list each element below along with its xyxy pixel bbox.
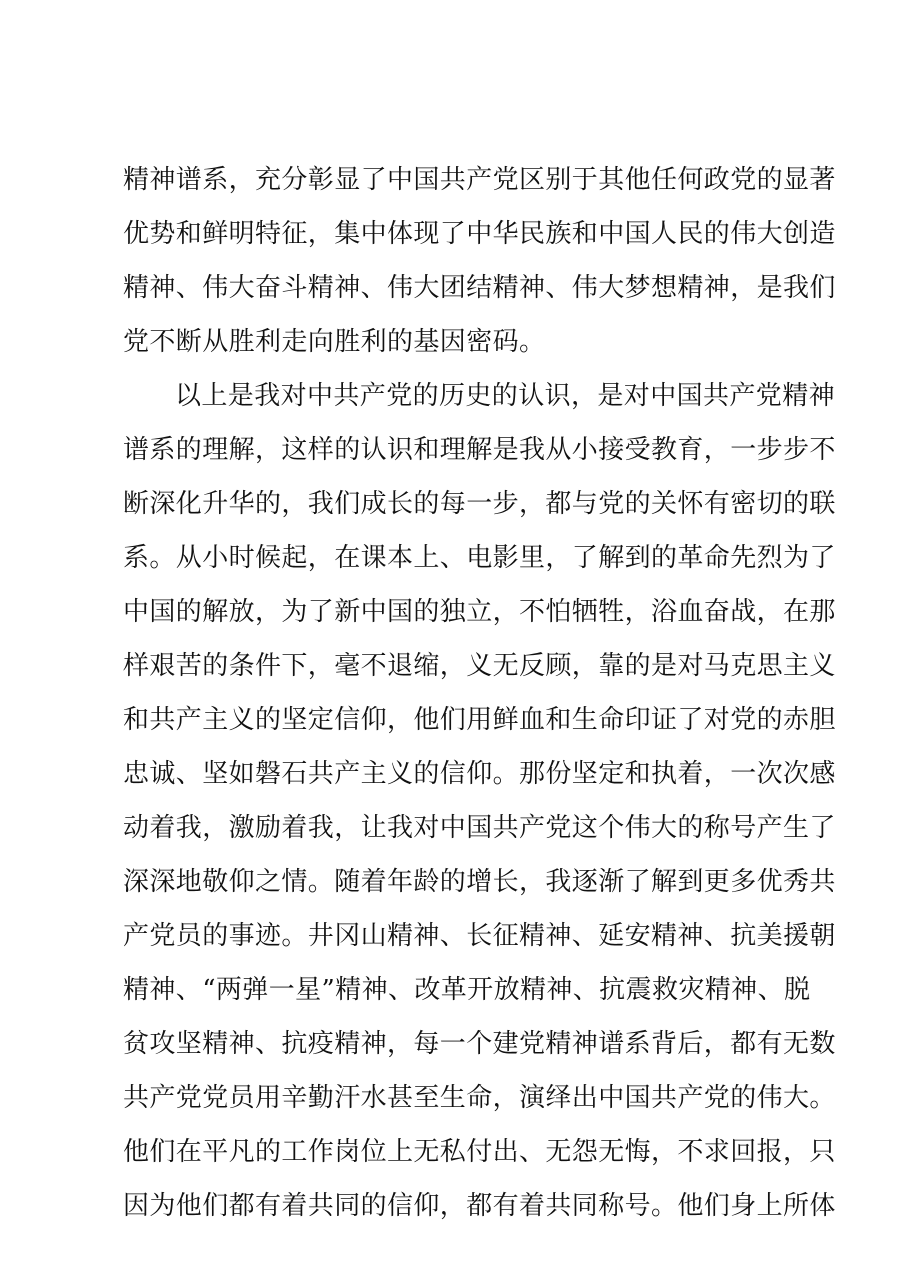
paragraph-2-line-5: 中国的解放，为了新中国的独立，不怕牺牲，浴血奋战，在那	[123, 597, 836, 627]
paragraph-2-line-9: 动着我，激励着我，让我对中国共产党这个伟大的称号产生了	[123, 813, 836, 843]
paragraph-2-line-6: 样艰苦的条件下，毫不退缩，义无反顾，靠的是对马克思主义	[123, 651, 836, 681]
paragraph-2-line-12: 精神、“两弹一星”精神、改革开放精神、抗震救灾精神、脱	[123, 975, 811, 1005]
paragraph-1-line-3: 精神、伟大奋斗精神、伟大团结精神、伟大梦想精神，是我们	[123, 273, 836, 303]
paragraph-2-line-13: 贫攻坚精神、抗疫精神，每一个建党精神谱系背后，都有无数	[123, 1029, 836, 1059]
paragraph-2-line-16: 因为他们都有着共同的信仰，都有着共同称号。他们身上所体	[123, 1191, 836, 1221]
paragraph-2-line-1: 以上是我对中共产党的历史的认识，是对中国共产党精神	[175, 381, 836, 411]
paragraph-2-line-8: 忠诚、坚如磐石共产主义的信仰。那份坚定和执着，一次次感	[123, 759, 836, 789]
paragraph-2-line-2: 谱系的理解，这样的认识和理解是我从小接受教育，一步步不	[123, 435, 836, 465]
paragraph-2-line-7: 和共产主义的坚定信仰，他们用鲜血和生命印证了对党的赤胆	[123, 705, 836, 735]
paragraph-2-line-15: 他们在平凡的工作岗位上无私付出、无怨无悔，不求回报，只	[123, 1137, 836, 1167]
paragraph-1-line-2: 优势和鲜明特征，集中体现了中华民族和中国人民的伟大创造	[123, 219, 836, 249]
paragraph-2-line-3: 断深化升华的，我们成长的每一步，都与党的关怀有密切的联	[123, 489, 836, 519]
paragraph-2-line-4: 系。从小时候起，在课本上、电影里，了解到的革命先烈为了	[123, 543, 836, 573]
paragraph-1-line-4: 党不断从胜利走向胜利的基因密码。	[123, 327, 546, 357]
paragraph-2-line-10: 深深地敬仰之情。随着年龄的增长，我逐渐了解到更多优秀共	[123, 867, 836, 897]
paragraph-1-line-1: 精神谱系，充分彰显了中国共产党区别于其他任何政党的显著	[123, 165, 836, 195]
paragraph-2-line-11: 产党员的事迹。井冈山精神、长征精神、延安精神、抗美援朝	[123, 921, 836, 951]
paragraph-2-line-14: 共产党党员用辛勤汗水甚至生命，演绎出中国共产党的伟大。	[123, 1083, 836, 1113]
